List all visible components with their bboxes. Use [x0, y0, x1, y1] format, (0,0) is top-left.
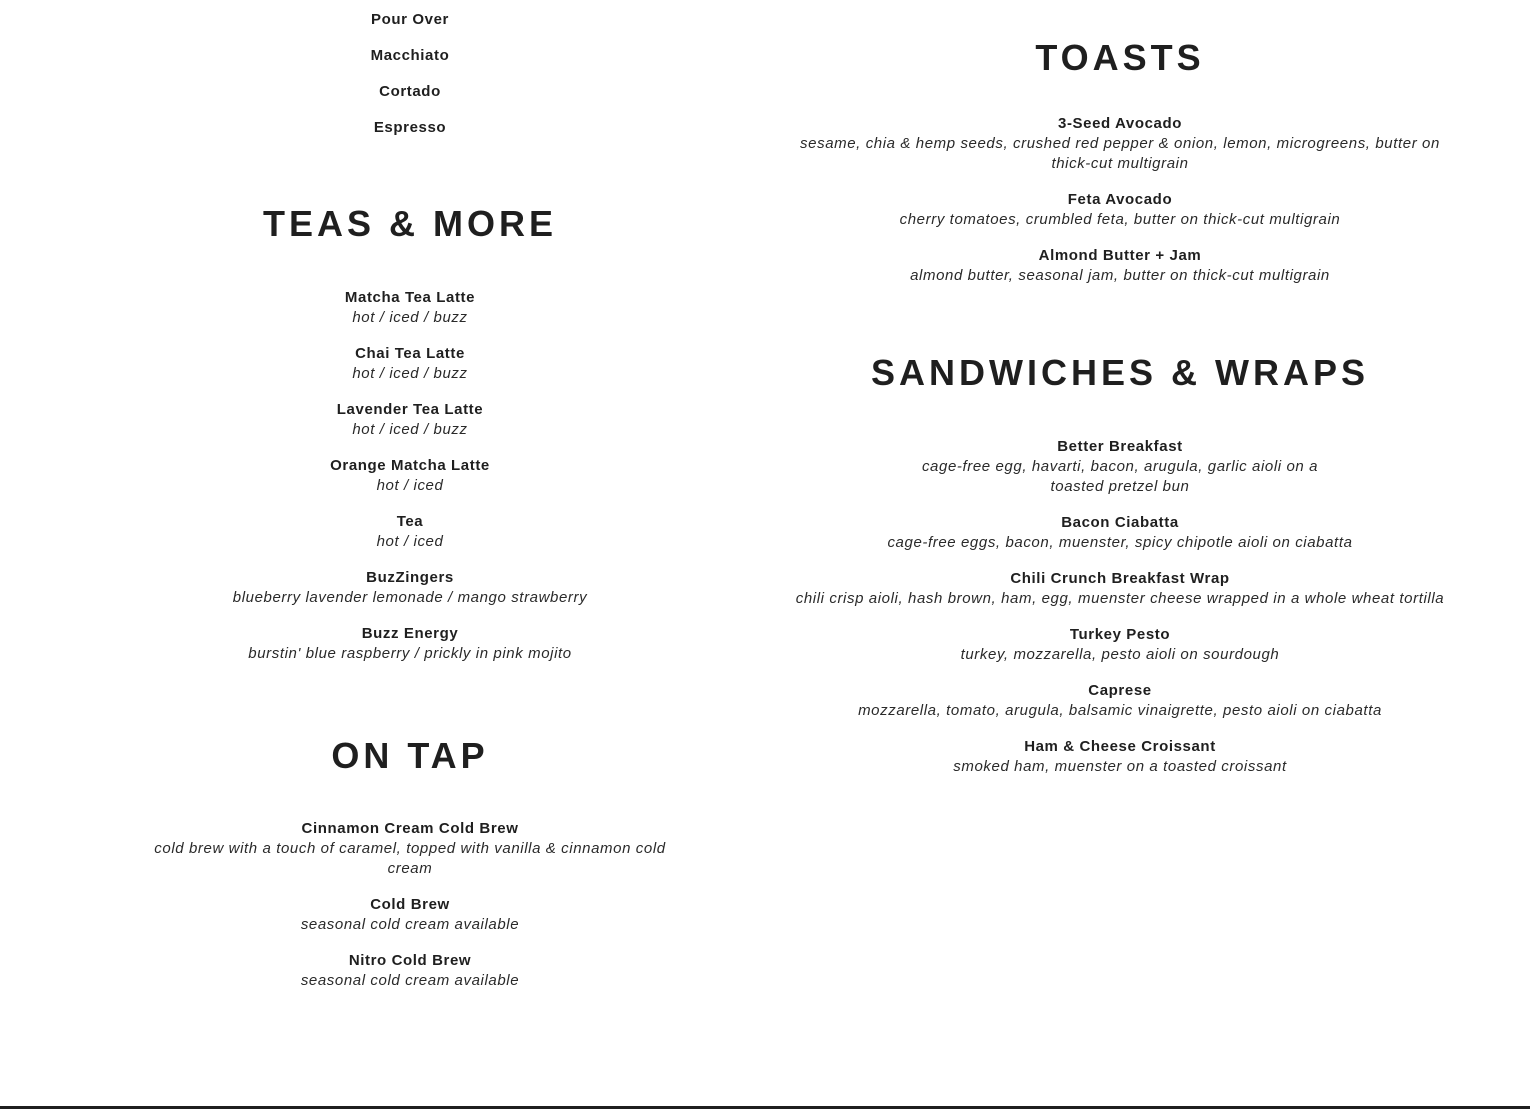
- item-description: hot / iced: [376, 533, 444, 550]
- menu-item: [770, 114, 1470, 174]
- coffee-list: [110, 0, 710, 138]
- item-description: cage-free eggs, bacon, muenster, spicy chipotle aioli on ciabatta: [887, 534, 1353, 551]
- item-description: seasonal cold cream available: [300, 916, 520, 933]
- item-name: Better Breakfast: [1057, 438, 1183, 455]
- item-name: Lavender Tea Latte: [336, 401, 484, 418]
- menu-column-left: [110, 0, 710, 1007]
- menu-item: [110, 951, 710, 991]
- coffee-item-pour-over: Pour Over: [371, 11, 449, 28]
- item-name: Turkey Pesto: [1069, 626, 1171, 643]
- item-name: Nitro Cold Brew: [348, 952, 472, 969]
- item-name: Ham & Cheese Croissant: [1024, 738, 1216, 755]
- item-name: 3-Seed Avocado: [1058, 115, 1182, 132]
- item-description: chili crisp aioli, hash brown, ham, egg, muenster cheese wrapped in a whole wheat tortilla: [795, 590, 1445, 607]
- item-description: sesame, chia & hemp seeds, crushed red pepper & onion, lemon, microgreens, butter on thick-cut multigrain: [800, 135, 1440, 172]
- menu-item: [770, 681, 1470, 721]
- item-description: hot / iced / buzz: [352, 421, 468, 438]
- menu-column-right: [770, 0, 1470, 793]
- item-name: Cinnamon Cream Cold Brew: [301, 820, 519, 837]
- toasts-list: [770, 114, 1470, 286]
- item-description: cherry tomatoes, crumbled feta, butter on thick-cut multigrain: [899, 211, 1341, 228]
- item-description: burstin' blue raspberry / prickly in pink mojito: [248, 645, 572, 662]
- item-name: Tea: [396, 513, 424, 530]
- teas-section: [110, 204, 710, 664]
- menu-item: [770, 737, 1470, 777]
- menu-item: [110, 288, 710, 328]
- menu-item: [770, 625, 1470, 665]
- item-name: Matcha Tea Latte: [344, 289, 476, 306]
- menu-item: [110, 819, 710, 879]
- menu-item: [770, 190, 1470, 230]
- item-name: Feta Avocado: [1067, 191, 1173, 208]
- item-name: BuzZingers: [366, 569, 454, 586]
- teas-list: [110, 288, 710, 664]
- sandwiches-list: [770, 437, 1470, 777]
- menu-item: [110, 624, 710, 664]
- item-name: Chili Crunch Breakfast Wrap: [1010, 570, 1230, 587]
- item-description: hot / iced / buzz: [352, 365, 468, 382]
- item-description: seasonal cold cream available: [300, 972, 520, 989]
- item-name: Bacon Ciabatta: [1061, 514, 1179, 531]
- menu-item: [110, 400, 710, 440]
- item-name: Cold Brew: [370, 896, 450, 913]
- item-name: Buzz Energy: [361, 625, 459, 642]
- item-description: cage-free egg, havarti, bacon, arugula, garlic aioli on a toasted pretzel bun: [921, 458, 1319, 495]
- menu-item: [770, 569, 1470, 609]
- item-description: cold brew with a touch of caramel, topped with vanilla & cinnamon cold cream: [154, 840, 666, 877]
- menu-item: [110, 456, 710, 496]
- sandwiches-section: [770, 353, 1470, 777]
- menu-item: [110, 895, 710, 935]
- item-description: blueberry lavender lemonade / mango strawberry: [232, 589, 588, 606]
- coffee-item-espresso: Espresso: [373, 119, 447, 136]
- item-description: almond butter, seasonal jam, butter on thick-cut multigrain: [910, 267, 1330, 284]
- on-tap-list: [110, 819, 710, 991]
- menu-item: [110, 344, 710, 384]
- item-description: hot / iced: [376, 477, 444, 494]
- menu-item: [770, 437, 1470, 497]
- item-description: hot / iced / buzz: [352, 309, 468, 326]
- item-description: turkey, mozzarella, pesto aioli on sourdough: [960, 646, 1280, 663]
- item-name: Orange Matcha Latte: [330, 457, 490, 474]
- item-name: Chai Tea Latte: [355, 345, 465, 362]
- toasts-section: [770, 38, 1470, 286]
- menu-item: [110, 568, 710, 608]
- item-description: smoked ham, muenster on a toasted croissant: [953, 758, 1287, 775]
- coffee-item-macchiato: Macchiato: [370, 47, 450, 64]
- coffee-item-cortado: Cortado: [379, 83, 441, 100]
- menu-item: [770, 513, 1470, 553]
- item-description: mozzarella, tomato, arugula, balsamic vinaigrette, pesto aioli on ciabatta: [858, 702, 1382, 719]
- item-name: Caprese: [1088, 682, 1152, 699]
- on-tap-section: [110, 736, 710, 991]
- menu-item: [770, 246, 1470, 286]
- toasts-section-title: TOASTS: [1035, 37, 1205, 78]
- teas-section-title: TEAS & MORE: [262, 203, 557, 244]
- menu-item: [110, 512, 710, 552]
- sandwiches-section-title: SANDWICHES & WRAPS: [870, 352, 1369, 393]
- item-name: Almond Butter + Jam: [1038, 247, 1202, 264]
- on-tap-section-title: ON TAP: [331, 735, 489, 776]
